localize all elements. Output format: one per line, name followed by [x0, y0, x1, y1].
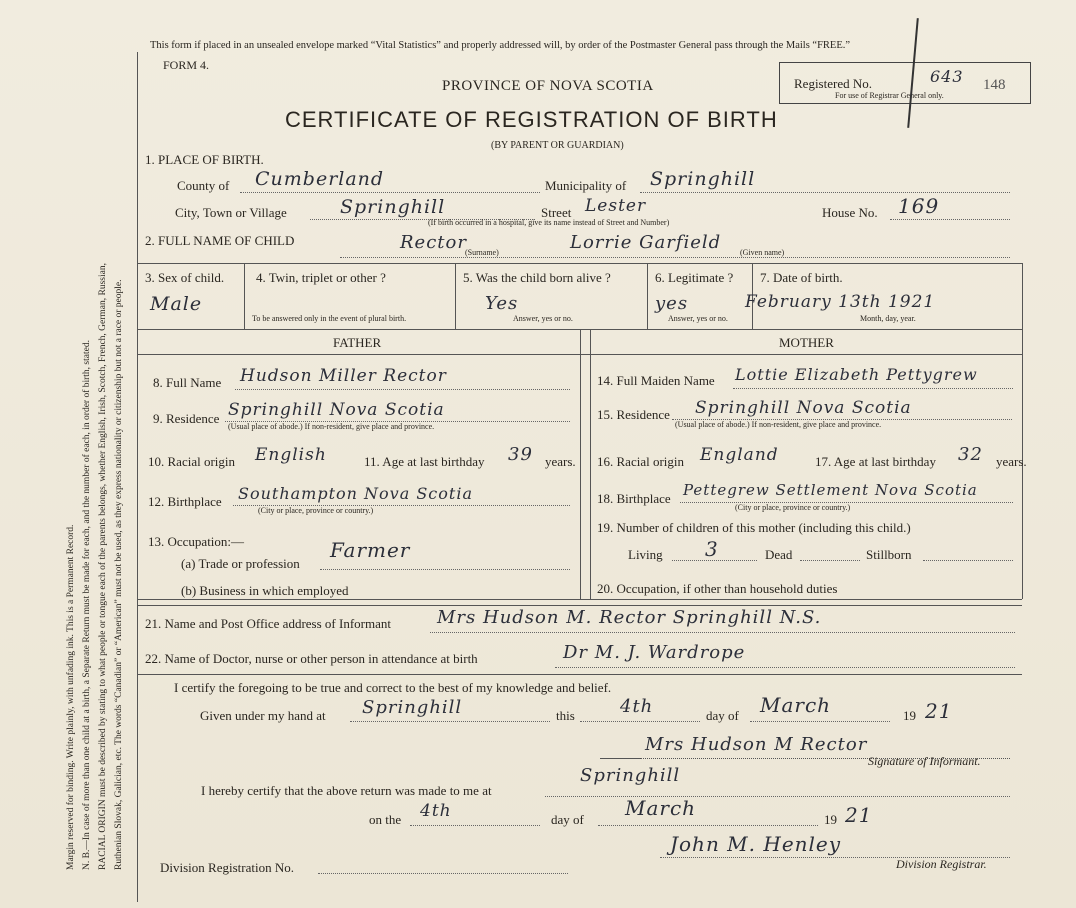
mother-occupation-label: 20. Occupation, if other than household duties: [597, 581, 838, 596]
province-heading: PROVINCE OF NOVA SCOTIA: [442, 78, 654, 94]
on-the-label: on the: [369, 812, 402, 827]
margin-note-nationality: Ruthenian Slovak, Galician, etc. The words “Canadian” or “American” must not be used, as they express nationality or citizenship but not a race or people.: [114, 279, 124, 870]
child-given-name: Lorrie Garfield: [570, 232, 722, 253]
informant-label: 21. Name and Post Office address of Informant: [145, 616, 391, 631]
twin-note: To be answered only in the event of plural birth.: [252, 314, 407, 323]
registrar-use-note: For use of Registrar General only.: [835, 91, 944, 100]
child-name-label: 2. FULL NAME OF CHILD: [145, 233, 295, 248]
father-birthplace-value: Southampton Nova Scotia: [238, 484, 473, 503]
mail-notice: This form if placed in an unsealed envelope marked “Vital Statistics” and properly addressed will, by order of the Postmaster General pass through the Mails “FREE.”: [150, 40, 851, 51]
doctor-value: Dr M. J. Wardrope: [563, 642, 746, 663]
living-label: Living: [628, 547, 663, 562]
father-birthplace-note: (City or place, province or country.): [258, 506, 374, 515]
father-birthplace-label: 12. Birthplace: [148, 494, 222, 509]
place-of-birth-label: 1. PLACE OF BIRTH.: [145, 152, 264, 167]
registrar-statement: I hereby certify that the above return was made to me at: [201, 783, 492, 798]
registered-number: 643: [930, 67, 964, 86]
mother-years-label: years.: [996, 454, 1027, 469]
trade-value: Farmer: [330, 538, 411, 562]
county-label: County of: [177, 178, 230, 193]
certify-statement: I certify the foregoing to be true and correct to the best of my knowledge and belief.: [174, 680, 612, 695]
alive-label: 5. Was the child born alive ?: [463, 270, 611, 285]
form-number: FORM 4.: [163, 58, 210, 72]
registrar-day: 4th: [420, 801, 452, 821]
registrar-year-prefix: 19: [824, 812, 837, 827]
legitimate-note: Answer, yes or no.: [668, 314, 728, 323]
doctor-label: 22. Name of Doctor, nurse or other person in attendance at birth: [145, 651, 478, 666]
certify-place: Springhill: [362, 697, 463, 718]
municipality-value: Springhill: [650, 168, 756, 190]
children-count-label: 19. Number of children of this mother (including this child.): [597, 520, 911, 535]
living-value: 3: [705, 537, 719, 561]
house-label: House No.: [822, 205, 878, 220]
alive-note: Answer, yes or no.: [513, 314, 573, 323]
registered-label: Registered No.: [794, 76, 872, 91]
date-of-birth-label: 7. Date of birth.: [760, 270, 843, 285]
father-heading: FATHER: [333, 335, 382, 350]
twin-label: 4. Twin, triplet or other ?: [256, 270, 386, 285]
registered-number-stamp: 148: [983, 77, 1006, 93]
business-label: (b) Business in which employed: [181, 583, 349, 598]
certify-year-prefix: 19: [903, 708, 916, 723]
sex-label: 3. Sex of child.: [145, 270, 225, 285]
registrar-year: 21: [845, 803, 873, 827]
father-age-label: 11. Age at last birthday: [364, 454, 485, 469]
mother-racial-value: England: [700, 445, 779, 465]
mother-birthplace-value: Pettegrew Settlement Nova Scotia: [683, 481, 978, 499]
date-of-birth-value: February 13th 1921: [745, 292, 936, 312]
father-years-label: years.: [545, 454, 576, 469]
sex-value: Male: [150, 293, 203, 315]
father-residence-label: 9. Residence: [153, 411, 220, 426]
mother-residence-label: 15. Residence: [597, 407, 670, 422]
father-age-value: 39: [508, 444, 533, 465]
division-registration-label: Division Registration No.: [160, 860, 294, 875]
county-value: Cumberland: [255, 168, 385, 190]
street-value: Lester: [585, 196, 647, 216]
father-residence-note: (Usual place of abode.) If non-resident, give place and province.: [228, 422, 435, 431]
child-surname: Rector: [400, 232, 467, 253]
certify-day: 4th: [620, 696, 654, 717]
registrar-place: Springhill: [580, 765, 681, 786]
informant-signature: Mrs Hudson M Rector: [645, 734, 868, 755]
informant-value: Mrs Hudson M. Rector Springhill N.S.: [437, 607, 822, 628]
surname-note: (Surname): [465, 248, 499, 257]
mother-name-value: Lottie Elizabeth Pettygrew: [735, 365, 978, 384]
trade-label: (a) Trade or profession: [181, 556, 300, 571]
given-under-hand-label: Given under my hand at: [200, 708, 326, 723]
street-note: (If birth occurred in a hospital, give its name instead of Street and Number): [428, 218, 670, 227]
legitimate-label: 6. Legitimate ?: [655, 270, 734, 285]
mother-residence-note: (Usual place of abode.) If non-resident, give place and province.: [675, 420, 882, 429]
this-label: this: [556, 708, 575, 723]
city-value: Springhill: [340, 196, 446, 218]
margin-note-binding: Margin reserved for binding. Write plainly, with unfading ink. This is a Permanent Record.: [66, 524, 76, 870]
form-left-border: [137, 52, 138, 902]
registered-number-box: [779, 62, 1031, 104]
registrar-month: March: [625, 796, 697, 820]
mother-name-label: 14. Full Maiden Name: [597, 373, 715, 388]
margin-note-racial-origin: RACIAL ORIGIN must be described by stating to what people or tongue each of the parents belongs, whether English, Irish, Scotch, French, German, Russian,: [98, 263, 108, 870]
margin-note-multiple-births: N. B.—In case of more than one child at a birth, a Separate Return must be made for each, and the number of each, in order of birth, stated.: [82, 340, 92, 870]
registrar-day-of-label: day of: [551, 812, 584, 827]
father-residence-value: Springhill Nova Scotia: [228, 400, 445, 420]
mother-age-value: 32: [958, 444, 983, 465]
date-note: Month, day, year.: [860, 314, 916, 323]
occupation-label: 13. Occupation:—: [148, 534, 245, 549]
street-label: Street: [541, 205, 572, 220]
given-note: (Given name): [740, 248, 785, 257]
legitimate-value: yes: [655, 293, 689, 314]
mother-residence-value: Springhill Nova Scotia: [695, 398, 912, 418]
mother-birthplace-note: (City or place, province or country.): [735, 503, 851, 512]
certify-month: March: [760, 693, 832, 717]
certificate-subtitle: (BY PARENT OR GUARDIAN): [491, 140, 624, 151]
father-racial-value: English: [255, 445, 327, 465]
mother-heading: MOTHER: [779, 335, 834, 350]
stillborn-label: Stillborn: [866, 547, 912, 562]
division-registrar-label: Division Registrar.: [896, 857, 987, 871]
dead-label: Dead: [765, 547, 793, 562]
municipality-label: Municipality of: [545, 178, 627, 193]
alive-value: Yes: [485, 293, 519, 314]
certify-year: 21: [925, 699, 953, 723]
certificate-title: CERTIFICATE OF REGISTRATION OF BIRTH: [285, 107, 778, 132]
city-label: City, Town or Village: [175, 205, 287, 220]
father-name-value: Hudson Miller Rector: [240, 366, 447, 386]
father-racial-label: 10. Racial origin: [148, 454, 236, 469]
house-value: 169: [898, 194, 940, 218]
father-name-label: 8. Full Name: [153, 375, 222, 390]
day-of-label: day of: [706, 708, 739, 723]
mother-birthplace-label: 18. Birthplace: [597, 491, 671, 506]
registrar-signature: John M. Henley: [670, 832, 842, 856]
mother-racial-label: 16. Racial origin: [597, 454, 685, 469]
informant-signature-label: Signature of Informant.: [868, 754, 981, 768]
mother-age-label: 17. Age at last birthday: [815, 454, 936, 469]
